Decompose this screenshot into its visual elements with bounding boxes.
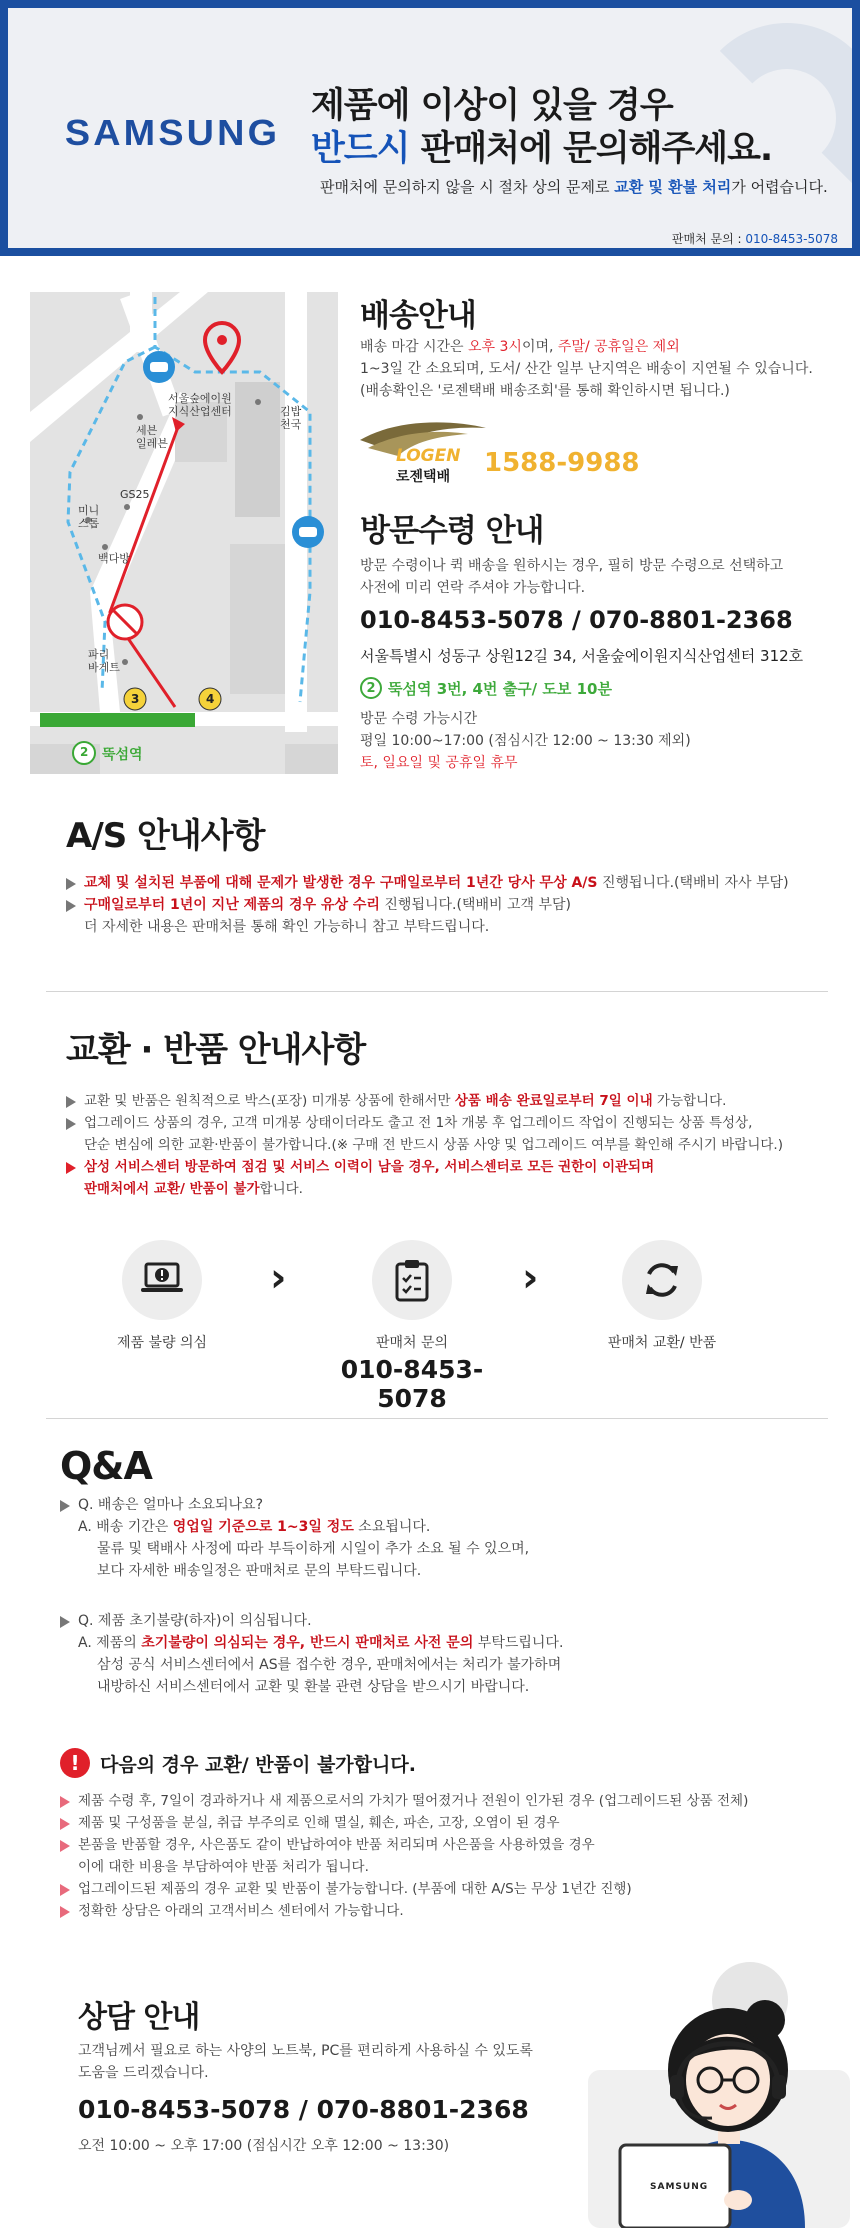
station-label: 뚝섬역 bbox=[102, 747, 143, 763]
logen-logo bbox=[358, 418, 488, 488]
as-item bbox=[66, 872, 826, 894]
txt: 교환 및 반품은 원칙적으로 박스(포장) 미개봉 상품에 한해서만 bbox=[84, 1093, 455, 1109]
contact-label: 판매처 문의 : bbox=[671, 232, 746, 246]
txt-bold: 초기불량이 의심되는 경우, 반드시 판매처로 사전 문의 bbox=[141, 1635, 474, 1651]
bullet-icon bbox=[66, 1118, 76, 1130]
txt: 소요됩니다. bbox=[353, 1519, 431, 1535]
answer-2-line2: 삼성 공식 서비스센터에서 AS를 접수한 경우, 판매처에서는 처리가 불가하며 bbox=[97, 1657, 562, 1673]
delivery-line2: 1~3일 간 소요되며, 도서/ 산간 일부 난지역은 배송이 지연될 수 있습니다. bbox=[360, 361, 813, 377]
consultant-icon bbox=[560, 1960, 860, 2228]
exchange-item-cont: 단순 변심에 의한 교환·반품이 불가합니다.(※ 구매 전 반드시 상품 사양 및 업그레이드 여부를 확인해 주시기 바랍니다.) bbox=[84, 1137, 783, 1153]
hours-value: 평일 10:00~17:00 (점심시간 12:00 ~ 13:30 제외) bbox=[360, 733, 691, 749]
subway-line bbox=[40, 713, 195, 727]
sub-emphasis: 교환 및 환불 처리 bbox=[614, 178, 732, 196]
header-contact bbox=[672, 230, 838, 247]
bullet-icon bbox=[66, 878, 76, 890]
bullet-icon bbox=[66, 1162, 76, 1174]
exchange-item bbox=[66, 1090, 846, 1112]
delivery-line3: (배송확인은 '로젠택배 배송조회'를 통해 확인하시면 됩니다.) bbox=[360, 383, 730, 399]
map-label-seven: 세븐 일레븐 bbox=[136, 424, 168, 450]
map-label-center: 서울숲에이원 지식산업센터 bbox=[168, 392, 232, 418]
consult-body bbox=[78, 2040, 578, 2084]
sub-prefix: 판매처에 문의하지 않을 시 절차 상의 문제로 bbox=[320, 178, 615, 196]
txt-bold: 삼성 서비스센터 방문하여 점검 및 서비스 이력이 남을 경우, 서비스센터로 모든 권한이 이관되며 bbox=[84, 1159, 655, 1175]
txt-bold: 영업일 기준으로 1~3일 정도 bbox=[172, 1519, 354, 1535]
question-1 bbox=[60, 1494, 820, 1516]
step3-label: 판매처 교환/ 반품 bbox=[607, 1335, 717, 1351]
txt-red: 오후 3시 bbox=[468, 339, 522, 355]
subway-info bbox=[360, 677, 612, 699]
notice-list bbox=[60, 1790, 840, 1922]
exchange-item bbox=[66, 1112, 846, 1134]
txt: 제품 및 구성품을 분실, 취급 부주의로 인해 멸실, 훼손, 파손, 고장, 오염이 된 경우 bbox=[78, 1815, 560, 1831]
as-item bbox=[66, 894, 826, 916]
consult-phones[interactable]: 010-8453-5078 / 070-8801-2368 bbox=[78, 2095, 529, 2124]
sub-suffix: 가 어렵습니다. bbox=[731, 178, 828, 196]
txt: 업그레이드 상품의 경우, 고객 미개봉 상태이더라도 출고 전 1차 개봉 후 업그레이드 작업이 진행되는 상품 특성상, bbox=[84, 1115, 753, 1131]
answer-2 bbox=[60, 1632, 820, 1654]
visit-address: 서울특별시 성동구 상원12길 34, 서울숲에이원지식산업센터 312호 bbox=[360, 647, 804, 665]
txt: 가능합니다. bbox=[652, 1093, 727, 1109]
closed-days: 토, 일요일 및 공휴일 휴무 bbox=[360, 755, 518, 771]
bullet-icon bbox=[60, 1796, 70, 1808]
exchange-title: 교환 · 반품 안내사항 bbox=[66, 1030, 366, 1070]
txt: 배송 마감 시간은 bbox=[360, 339, 469, 355]
bullet-icon bbox=[66, 1096, 76, 1108]
bullet-icon bbox=[60, 1884, 70, 1896]
divider bbox=[46, 991, 828, 992]
notice-title: 다음의 경우 교환/ 반품이 불가합니다. bbox=[100, 1754, 416, 1776]
process-phone[interactable]: 010-8453-5078 bbox=[340, 1355, 484, 1413]
txt: 진행됩니다.(택배비 고객 부담) bbox=[379, 897, 571, 913]
header-subtext bbox=[320, 176, 828, 197]
map-label-mini: 미니 스톱 bbox=[78, 504, 100, 530]
headline-line2 bbox=[311, 121, 772, 171]
location-map bbox=[30, 292, 338, 774]
laptop-warning-icon bbox=[140, 1260, 184, 1300]
hours-label: 방문 수령 가능시간 bbox=[360, 711, 478, 727]
visit-line2: 사전에 미리 연락 주셔야 가능합니다. bbox=[360, 580, 586, 596]
step3-circle bbox=[622, 1240, 702, 1320]
bullet-icon bbox=[60, 1616, 70, 1628]
txt-bold: 상품 배송 완료일로부터 7일 이내 bbox=[454, 1093, 653, 1109]
txt-bold: 교체 및 설치된 부품에 대해 문제가 발생한 경우 구매일로부터 1년간 당사 무상 A/S bbox=[84, 875, 598, 891]
as-note: 더 자세한 내용은 판매처를 통해 확인 가능하니 참고 부탁드립니다. bbox=[84, 919, 490, 935]
bullet-icon bbox=[60, 1818, 70, 1830]
as-title: A/S 안내사항 bbox=[66, 816, 265, 856]
consult-hours: 오전 10:00 ~ 오후 17:00 (점심시간 오후 12:00 ~ 13:30) bbox=[78, 2138, 450, 2154]
answer-2-line3: 내방하신 서비스센터에서 교환 및 환불 관련 상담을 받으시기 바랍니다. bbox=[97, 1679, 530, 1695]
txt: 이며, bbox=[521, 339, 558, 355]
txt: 진행됩니다.(택배비 자사 부담) bbox=[597, 875, 789, 891]
divider bbox=[46, 1418, 828, 1419]
laptop-logo: SAMSUNG bbox=[650, 2182, 709, 2192]
txt: 업그레이드된 제품의 경우 교환 및 반품이 불가능합니다. (부품에 대한 A/S는 무상 1년간 진행) bbox=[78, 1881, 632, 1897]
subway-line-badge: 2 bbox=[360, 677, 382, 699]
station-num-label: 2 bbox=[80, 745, 89, 759]
txt: 본품을 반품할 경우, 사은품도 같이 반납하여야 반품 처리되며 사은품을 사용하였을 경우 bbox=[78, 1837, 595, 1853]
map-label-baekda: 백다방 bbox=[98, 552, 130, 565]
exit-4-label: 4 bbox=[206, 692, 215, 706]
logen-ko: 로젠택배 bbox=[396, 469, 451, 485]
logen-en: LOGEN bbox=[396, 446, 461, 466]
map-label-gimbap: 김밥 천국 bbox=[280, 405, 302, 431]
txt: A. 제품의 bbox=[78, 1635, 142, 1651]
txt-bold: 구매일로부터 1년이 지난 제품의 경우 유상 수리 bbox=[84, 897, 380, 913]
alert-icon: ! bbox=[60, 1748, 90, 1778]
consultant-illustration bbox=[560, 1960, 860, 2228]
visit-body bbox=[360, 555, 830, 599]
headline-emphasis: 반드시 bbox=[311, 129, 410, 169]
txt: Q. 제품 초기불량(하자)이 의심됩니다. bbox=[78, 1613, 312, 1629]
step2-label: 판매처 문의 bbox=[375, 1335, 449, 1351]
exchange-item bbox=[66, 1156, 846, 1178]
chevron-right-icon: › bbox=[270, 1255, 287, 1301]
chevron-right-icon: › bbox=[522, 1255, 539, 1301]
notice-item bbox=[60, 1812, 840, 1834]
delivery-line1 bbox=[360, 336, 830, 358]
consult-line2: 도움을 드리겠습니다. bbox=[78, 2065, 209, 2081]
bullet-icon bbox=[60, 1500, 70, 1512]
subway-text: 뚝섬역 3번, 4번 출구/ 도보 10분 bbox=[388, 679, 612, 698]
header-panel bbox=[8, 8, 852, 248]
answer-1-line3: 보다 자세한 배송일정은 판매처로 문의 부탁드립니다. bbox=[97, 1563, 422, 1579]
qa-block-2 bbox=[60, 1610, 820, 1698]
step1-label: 제품 불량 의심 bbox=[116, 1335, 208, 1351]
bullet-icon bbox=[60, 1906, 70, 1918]
headline-rest: 판매처에 문의해주세요. bbox=[409, 129, 773, 169]
headline-line1: 제품에 이상이 있을 경우 bbox=[311, 86, 673, 126]
txt: A. 배송 기간은 bbox=[78, 1519, 173, 1535]
txt: Q. 배송은 얼마나 소요되나요? bbox=[78, 1497, 264, 1513]
map-label-paris: 파리 바게트 bbox=[88, 648, 120, 674]
notice-item bbox=[60, 1790, 840, 1812]
notice-item bbox=[60, 1878, 840, 1900]
exchange-list bbox=[66, 1090, 846, 1200]
exit-3-label: 3 bbox=[131, 692, 140, 706]
logen-phone[interactable]: 1588-9988 bbox=[484, 448, 640, 478]
consult-title: 상담 안내 bbox=[78, 2000, 200, 2035]
step1-circle bbox=[122, 1240, 202, 1320]
qa-block-1 bbox=[60, 1494, 820, 1582]
visit-hours bbox=[360, 708, 830, 774]
map-graphic bbox=[30, 292, 338, 774]
delivery-body bbox=[360, 336, 830, 402]
txt: 정확한 상담은 아래의 고객서비스 센터에서 가능합니다. bbox=[78, 1903, 404, 1919]
delivery-title: 배송안내 bbox=[360, 298, 476, 334]
notice-item bbox=[60, 1834, 840, 1856]
answer-1-line2: 물류 및 택배사 사정에 따라 부득이하게 시일이 추가 소요 될 수 있으며, bbox=[97, 1541, 530, 1557]
step2-circle bbox=[372, 1240, 452, 1320]
exchange-item-cont bbox=[66, 1178, 846, 1200]
txt: 제품 수령 후, 7일이 경과하거나 새 제품으로서의 가치가 떨어졌거나 전원이 인가된 경우 (업그레이드된 상품 전체) bbox=[78, 1793, 749, 1809]
txt-bold: 판매처에서 교환/ 반품이 불가 bbox=[84, 1181, 260, 1197]
header-banner bbox=[0, 0, 860, 256]
question-2 bbox=[60, 1610, 820, 1632]
clipboard-check-icon bbox=[392, 1258, 432, 1302]
visit-phones[interactable]: 010-8453-5078 / 070-8801-2368 bbox=[360, 606, 793, 634]
visit-title: 방문수령 안내 bbox=[360, 513, 544, 549]
bullet-icon bbox=[66, 900, 76, 912]
answer-1 bbox=[60, 1516, 820, 1538]
notice-item bbox=[60, 1900, 840, 1922]
refresh-icon bbox=[640, 1258, 684, 1302]
visit-line1: 방문 수령이나 퀵 배송을 원하시는 경우, 필히 방문 수령으로 선택하고 bbox=[360, 558, 784, 574]
txt: 부탁드립니다. bbox=[473, 1635, 564, 1651]
notice-item-cont: 이에 대한 비용을 부담하여야 반품 처리가 됩니다. bbox=[78, 1859, 369, 1875]
map-label-gs25: GS25 bbox=[120, 488, 150, 501]
as-list bbox=[66, 872, 826, 938]
contact-phone[interactable]: 010-8453-5078 bbox=[745, 232, 838, 246]
consult-line1: 고객님께서 필요로 하는 사양의 노트북, PC를 편리하게 사용하실 수 있도록 bbox=[78, 2043, 533, 2059]
qa-title: Q&A bbox=[60, 1444, 152, 1488]
txt-red: 주말/ 공휴일은 제외 bbox=[557, 339, 680, 355]
txt: 합니다. bbox=[259, 1181, 303, 1197]
bullet-icon bbox=[60, 1840, 70, 1852]
samsung-logo: SAMSUNG bbox=[64, 112, 281, 153]
